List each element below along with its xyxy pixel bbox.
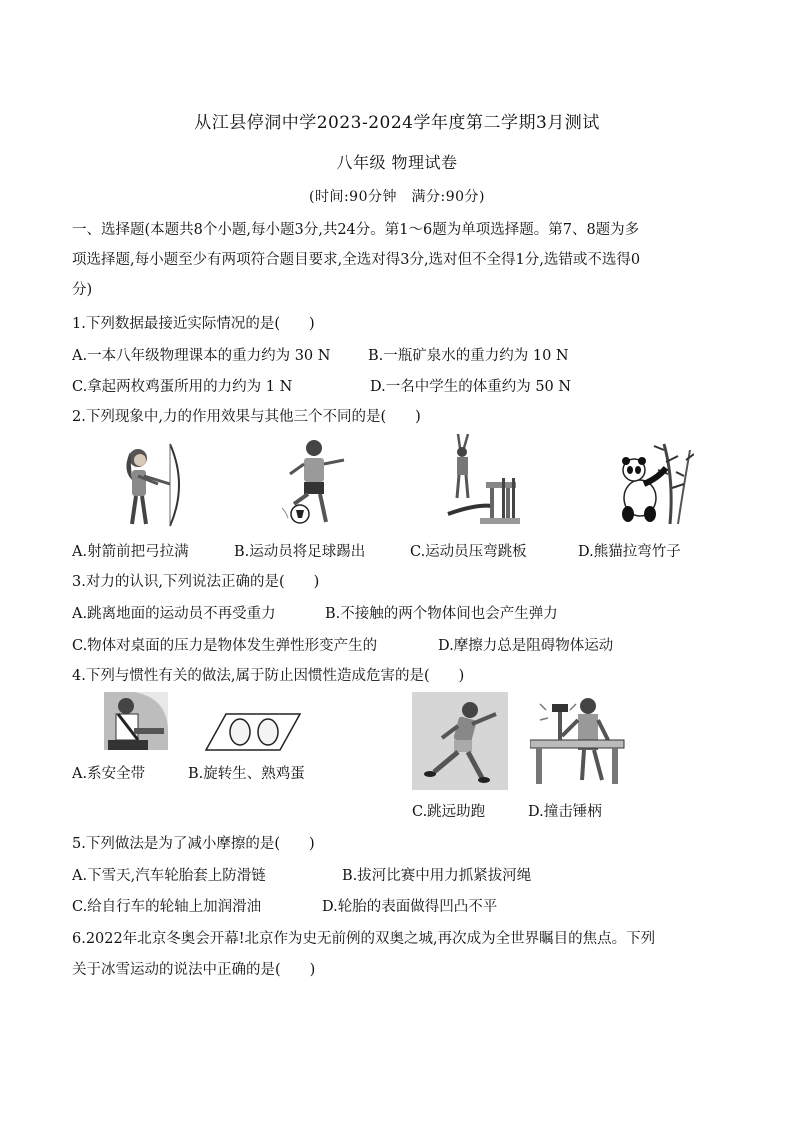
archer-image [108, 440, 190, 530]
exam-title: 从江县停洞中学2023-2024学年度第二学期3月测试 [194, 113, 600, 133]
eggs-image [204, 712, 302, 752]
q4-option-a: A.系安全带 [72, 766, 146, 782]
q1-option-a: A.一本八年级物理课本的重力约为 30 N [72, 348, 331, 364]
long-jump-runner-image [412, 692, 508, 790]
q2-option-c: C.运动员压弯跳板 [410, 544, 527, 560]
q3-option-c: C.物体对桌面的压力是物体发生弹性形变产生的 [72, 638, 378, 654]
section-instructions-line-3: 分) [72, 282, 93, 298]
q2-option-a: A.射箭前把弓拉满 [72, 544, 189, 560]
q5-option-b: B.拔河比赛中用力抓紧拔河绳 [342, 868, 532, 884]
q1-stem: 1.下列数据最接近实际情况的是( ) [72, 316, 315, 332]
section-instructions-line-2: 项选择题,每小题至少有两项符合题目要求,全选对得3分,选对但不全得1分,选错或不选得0 [72, 252, 641, 268]
q1-option-b: B.一瓶矿泉水的重力约为 10 N [368, 348, 569, 364]
seat-belt-image [104, 692, 168, 750]
exam-subtitle: 八年级 物理试卷 [336, 153, 458, 172]
q3-option-a: A.跳离地面的运动员不再受重力 [72, 606, 276, 622]
q3-option-d: D.摩擦力总是阻碍物体运动 [438, 638, 614, 654]
q4-option-c: C.跳远助跑 [412, 804, 486, 820]
springboard-diver-image [446, 434, 522, 526]
hammer-handle-image [530, 690, 626, 788]
q6-stem-line-1: 6.2022年北京冬奥会开幕!北京作为史无前例的双奥之城,再次成为全世界瞩目的焦点。下列 [72, 931, 656, 947]
q6-stem-line-2: 关于冰雪运动的说法中正确的是( ) [72, 962, 316, 978]
q5-option-d: D.轮胎的表面做得凹凸不平 [322, 899, 498, 915]
q2-option-b: B.运动员将足球踢出 [234, 544, 366, 560]
q3-option-b: B.不接触的两个物体间也会产生弹力 [325, 606, 558, 622]
q5-stem: 5.下列做法是为了减小摩擦的是( ) [72, 836, 315, 852]
time-info: (时间:90分钟 满分:90分) [309, 189, 485, 205]
q5-option-c: C.给自行车的轮轴上加润滑油 [72, 899, 262, 915]
q5-option-a: A.下雪天,汽车轮胎套上防滑链 [72, 868, 266, 884]
q3-stem: 3.对力的认识,下列说法正确的是( ) [72, 574, 320, 590]
q4-option-b: B.旋转生、熟鸡蛋 [188, 766, 305, 782]
q2-option-d: D.熊猫拉弯竹子 [578, 544, 681, 560]
q4-stem: 4.下列与惯性有关的做法,属于防止因惯性造成危害的是( ) [72, 668, 465, 684]
q2-stem: 2.下列现象中,力的作用效果与其他三个不同的是( ) [72, 409, 421, 425]
section-instructions-line-1: 一、选择题(本题共8个小题,每小题3分,共24分。第1～6题为单项选择题。第7、8题为多 [72, 222, 640, 238]
q4-option-d: D.撞击锤柄 [528, 804, 602, 820]
q1-option-c: C.拿起两枚鸡蛋所用的力约为 1 N [72, 379, 293, 395]
soccer-kick-image [276, 438, 358, 528]
q1-option-d: D.一名中学生的体重约为 50 N [370, 379, 572, 395]
panda-bamboo-image [614, 440, 694, 526]
